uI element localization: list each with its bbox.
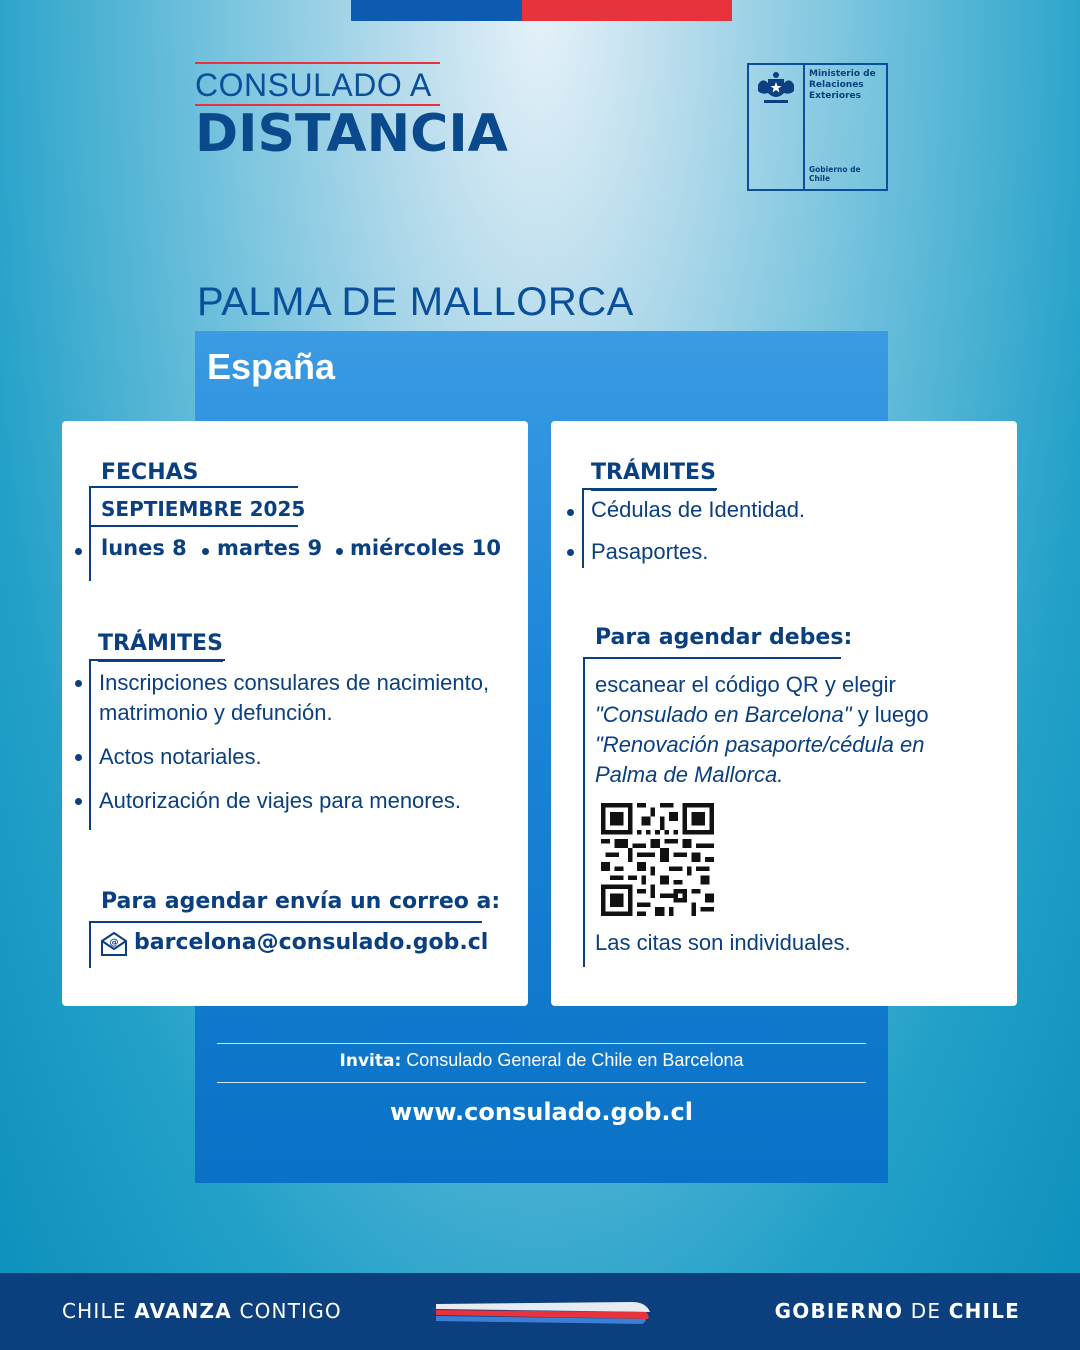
flag-stripe [351,0,732,21]
slogan-word: CHILE [62,1299,135,1323]
gov-word: DE [903,1299,949,1323]
svg-text:@: @ [109,938,119,948]
month-rule [89,525,298,527]
instructions-intro: escanear el código QR y elegir [595,672,896,697]
title-top: CONSULADO A [195,62,440,106]
gov-word-bold: GOBIERNO [774,1299,904,1323]
coat-of-arms-icon [749,65,805,189]
dates-vertical-rule [89,486,91,581]
bullet [75,798,82,805]
gov-word-bold: CHILE [948,1299,1020,1323]
right-procedures-vertical-rule [582,488,584,568]
month-label: SEPTIEMBRE 2025 [101,497,306,521]
left-procedures-vertical-rule [89,660,91,830]
slogan [62,1299,342,1323]
flag-blue-segment [351,0,522,21]
date-item: martes 9 [217,536,323,560]
invite-text: Consulado General de Chile en Barcelona [401,1050,744,1070]
title-main: DISTANCIA [195,104,508,164]
bullet [75,754,82,761]
procedure-item: Actos notariales. [99,744,262,769]
date-item: lunes 8 [101,536,187,560]
bullet [75,548,82,555]
qr-code-icon[interactable] [601,803,714,916]
email-icon [100,931,128,957]
email-booking-heading: Para agendar envía un correo a: [101,889,501,914]
qr-heading-rule [583,657,841,659]
then-text: y luego [851,702,929,727]
procedure-item: Pasaportes. [591,539,709,564]
invite-line [217,1050,866,1071]
country-name: España [207,346,336,387]
ministry-name: Ministerio de Relaciones Exteriores [809,69,876,101]
email-heading-rule [89,921,482,923]
option-barcelona: "Consulado en Barcelona" [595,702,852,727]
procedure-item: Cédulas de Identidad. [591,497,806,522]
qr-booking-heading: Para agendar debes: [595,625,853,650]
city-name: PALMA DE MALLORCA [197,280,634,324]
dates-heading: FECHAS [101,460,199,485]
right-procedures-heading: TRÁMITES [591,460,716,491]
slogan-word: CONTIGO [231,1299,342,1323]
booking-instructions [595,670,995,790]
right-procedures-rule [582,488,717,490]
bullet [336,548,343,555]
qr-vertical-rule [583,657,585,967]
appointment-note: Las citas son individuales. [595,930,851,955]
bullet [202,548,209,555]
email-address-link[interactable]: barcelona@consulado.gob.cl [134,930,489,955]
ministry-logo [747,63,888,191]
date-item: miércoles 10 [350,536,502,560]
email-vertical-rule [89,921,91,968]
bullet [567,549,574,556]
government-label-small: Gobierno de Chile [809,165,861,183]
bullet [75,680,82,687]
footer-top-rule [217,1043,866,1044]
option-renovation: "Renovación pasaporte/cédula en Palma de Mallorca. [595,732,925,787]
dates-heading-rule [89,486,298,488]
invite-label: Invita: [339,1051,402,1071]
left-procedures-rule [89,659,225,661]
footer-bottom-rule [217,1082,866,1083]
website-link[interactable]: www.consulado.gob.cl [390,1098,693,1126]
flag-red-segment [522,0,732,21]
procedure-item: Inscripciones consulares de nacimiento, matrimonio y defunción. [99,670,490,725]
government-label [775,1299,1020,1323]
procedure-item: Autorización de viajes para menores. [99,788,461,813]
left-procedures-heading: TRÁMITES [98,631,223,662]
slogan-word-bold: AVANZA [134,1299,232,1323]
stripes-logo-icon [432,1300,652,1325]
bullet [567,509,574,516]
